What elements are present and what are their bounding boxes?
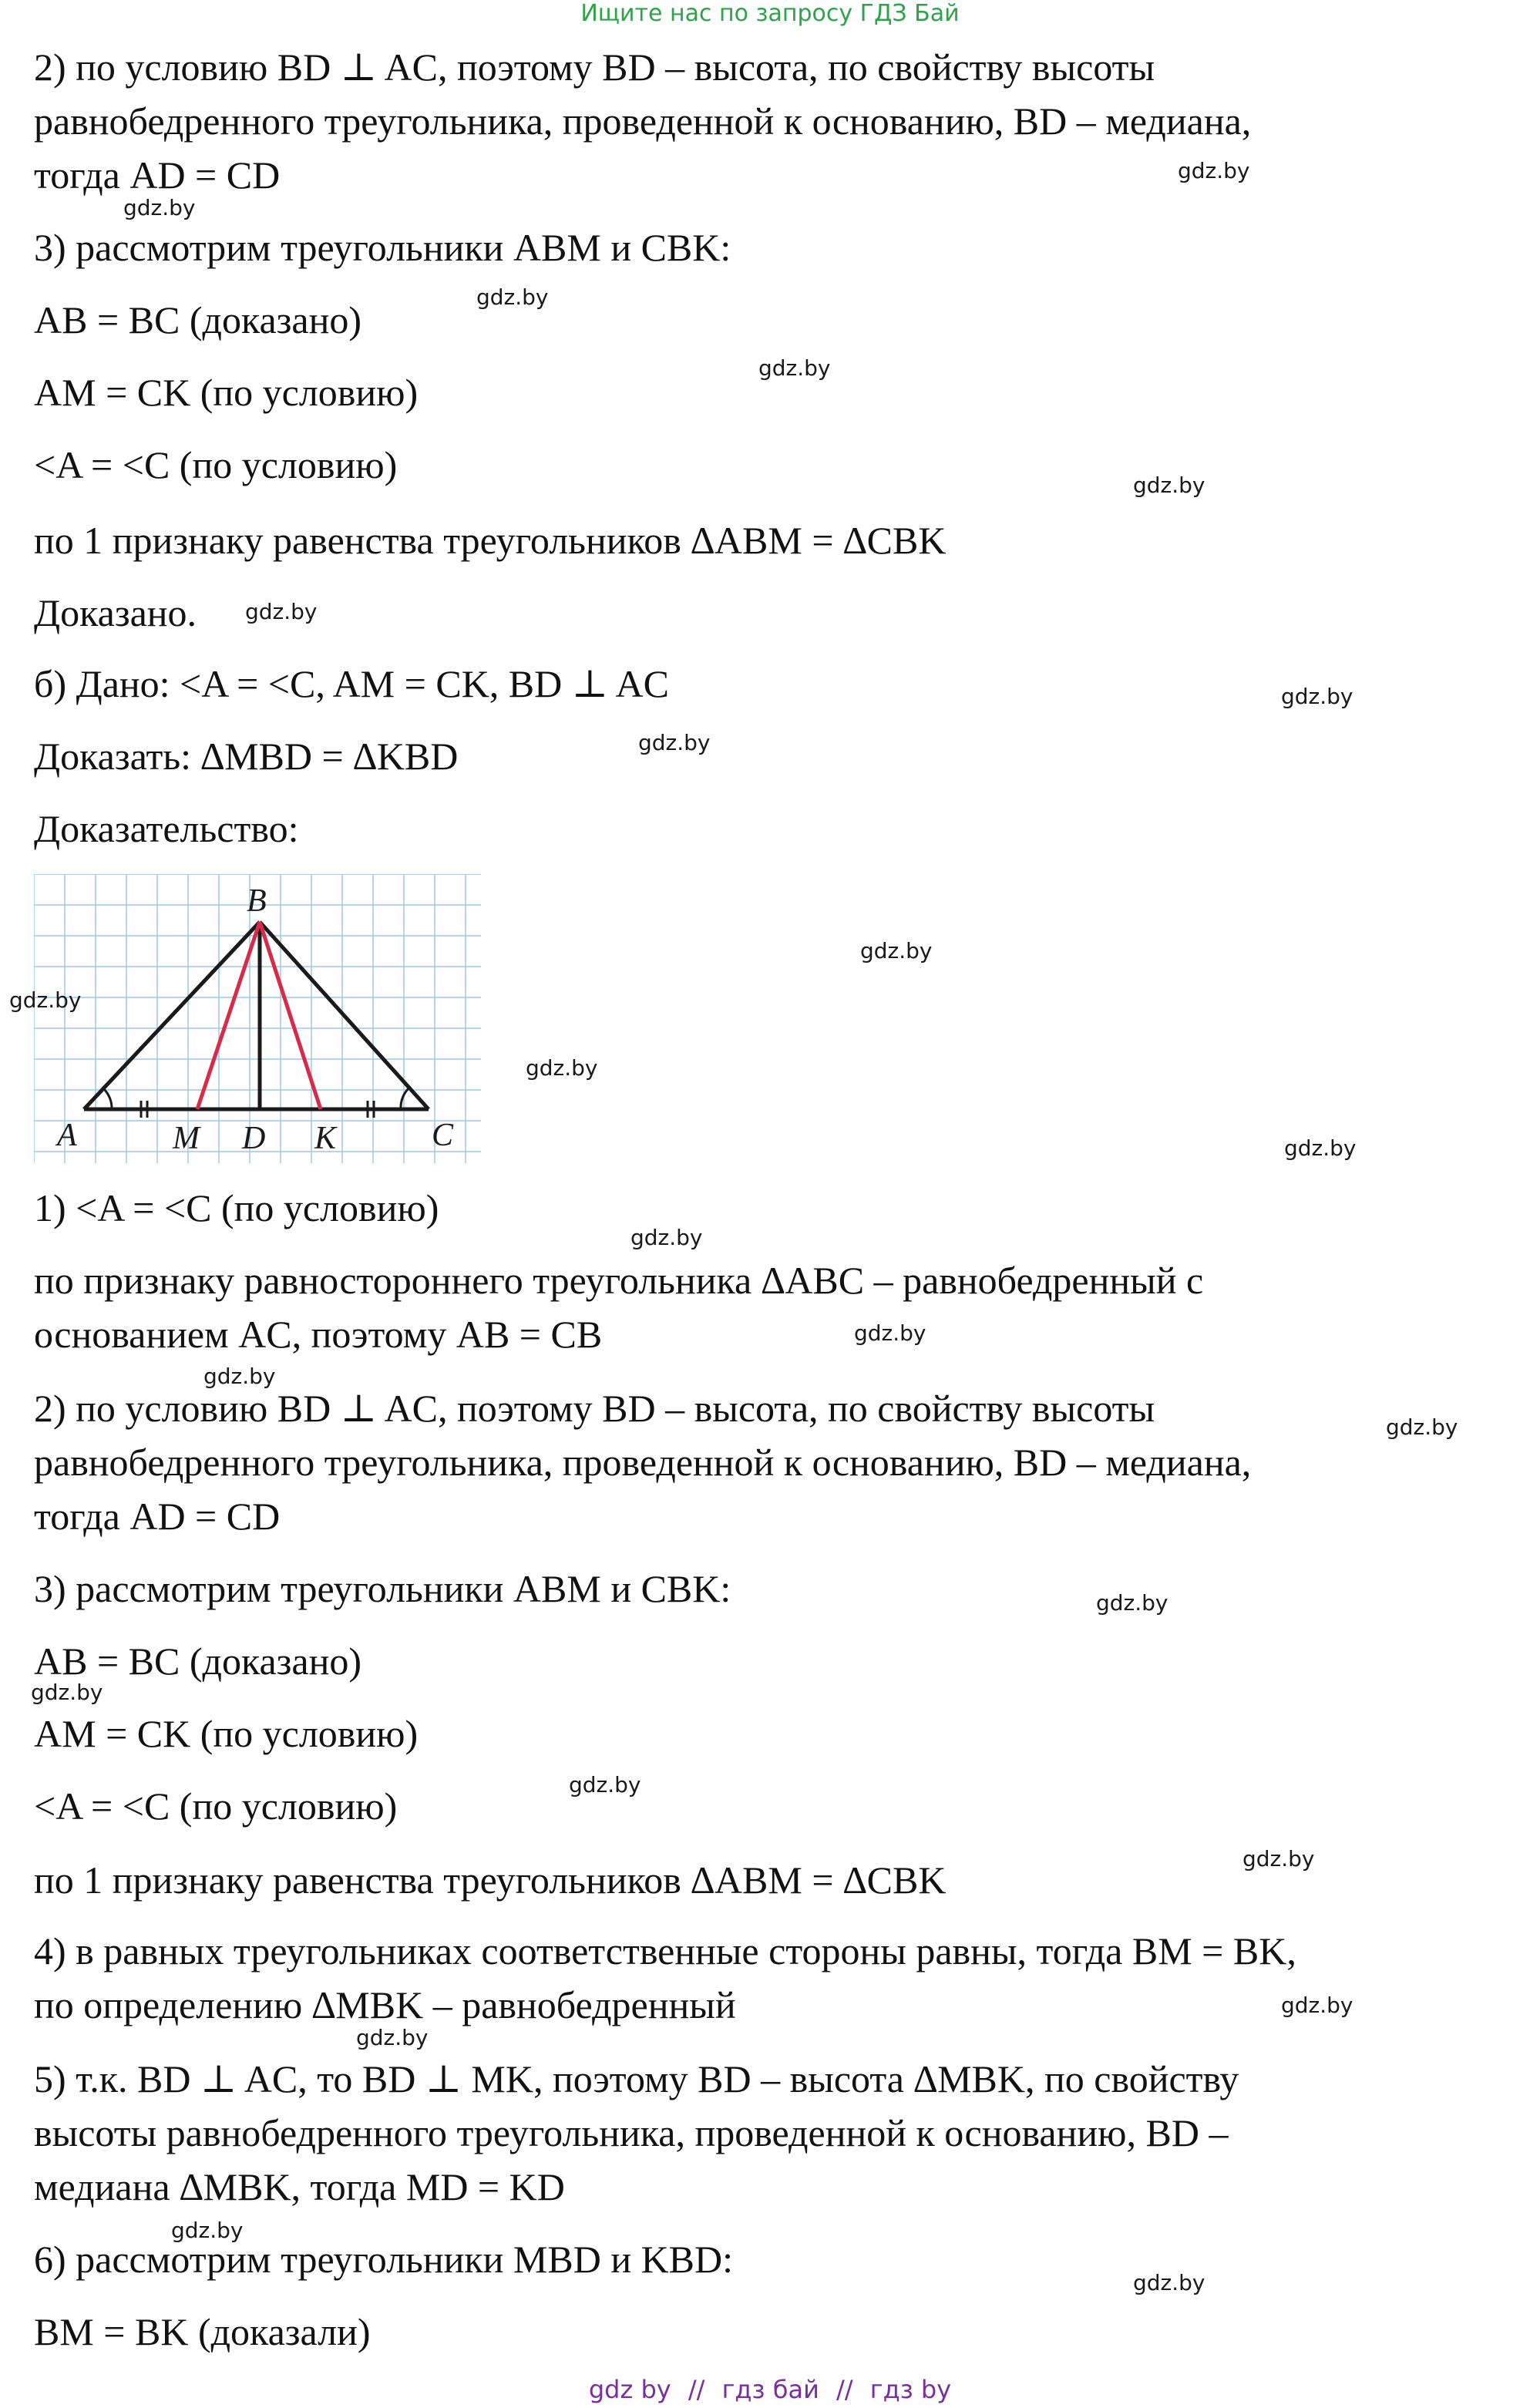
footer <box>0 2374 1540 2405</box>
label-a: A <box>57 1118 77 1153</box>
watermark: gdz.by <box>1242 1846 1315 1872</box>
side-bc <box>260 922 429 1109</box>
watermark: gdz.by <box>356 2025 429 2050</box>
top-banner: Ищите нас по запросу ГДЗ Бай <box>580 0 960 27</box>
watermark: gdz.by <box>860 938 933 964</box>
angle-mark-c <box>401 1088 409 1109</box>
text-line: 2) по условию BD ⊥ AC, поэтому BD – высота, по свойству высоты <box>34 45 1155 89</box>
watermark: gdz.by <box>123 195 196 220</box>
text-line: б) Дано: <A = <C, AM = CK, BD ⊥ AC <box>34 662 669 705</box>
watermark: gdz.by <box>1281 684 1353 709</box>
watermark: gdz.by <box>638 730 711 755</box>
watermark: gdz.by <box>630 1225 703 1250</box>
watermark: gdz.by <box>1386 1414 1458 1440</box>
text-line: Доказано. <box>34 591 197 634</box>
text-line: Доказать: ∆MBD = ∆KBD <box>34 735 459 778</box>
text-line: <A = <C (по условию) <box>34 443 398 486</box>
label-k: K <box>314 1121 337 1156</box>
watermark: gdz.by <box>1281 1993 1353 2018</box>
angle-mark-a <box>103 1088 112 1109</box>
watermark: gdz.by <box>171 2218 244 2243</box>
label-b: B <box>247 883 267 919</box>
segment-bm <box>197 922 260 1109</box>
watermark: gdz.by <box>758 355 831 381</box>
footer-link-gdz-bai[interactable]: гдз бай <box>721 2375 819 2404</box>
watermark: gdz.by <box>1178 158 1250 183</box>
text-line: AM = CK (по условию) <box>34 371 419 414</box>
watermark: gdz.by <box>31 1680 103 1705</box>
text-line: равнобедренного треугольника, проведенной к основанию, BD – медиана, <box>34 99 1252 143</box>
watermark: gdz.by <box>1133 473 1205 498</box>
text-line: тогда AD = CD <box>34 153 281 197</box>
text-line: AB = BC (доказано) <box>34 298 362 341</box>
text-line: AB = BC (доказано) <box>34 1640 362 1683</box>
footer-link-gdz-by[interactable]: gdz by <box>588 2375 671 2404</box>
watermark: gdz.by <box>245 599 318 624</box>
text-line: по 1 признаку равенства треугольников ∆ABM = ∆CBK <box>34 519 947 562</box>
watermark: gdz.by <box>569 1772 641 1798</box>
footer-link-gdz-by-ru[interactable]: гдз by <box>869 2375 952 2404</box>
text-line: равнобедренного треугольника, проведенной к основанию, BD – медиана, <box>34 1441 1252 1484</box>
text-line: 4) в равных треугольниках соответственные стороны равны, тогда BM = BK, <box>34 1929 1296 1972</box>
watermark: gdz.by <box>476 284 549 310</box>
watermark: gdz.by <box>854 1320 926 1346</box>
text-line: AM = CK (по условию) <box>34 1712 419 1755</box>
footer-separator: // <box>688 2375 705 2404</box>
label-m: M <box>173 1121 200 1156</box>
text-line: 2) по условию BD ⊥ AC, поэтому BD – высота, по свойству высоты <box>34 1387 1155 1430</box>
watermark: gdz.by <box>9 987 82 1013</box>
watermark: gdz.by <box>1133 2270 1205 2295</box>
label-d: D <box>242 1121 266 1156</box>
text-line: основанием AC, поэтому AB = CB <box>34 1313 603 1356</box>
side-ab <box>84 922 260 1109</box>
triangle-figure <box>34 874 481 1163</box>
text-line: по признаку равностороннего треугольника ∆ABC – равнобедренный с <box>34 1259 1204 1302</box>
text-line: тогда AD = CD <box>34 1495 281 1538</box>
text-line: 3) рассмотрим треугольники ABM и CBK: <box>34 226 731 269</box>
text-line: 5) т.к. BD ⊥ AC, то BD ⊥ MK, поэтому BD – высота ∆MBK, по свойству <box>34 2057 1239 2100</box>
text-line: <A = <C (по условию) <box>34 1784 398 1828</box>
angle-marks <box>103 1088 409 1109</box>
text-line: по определению ∆MBK – равнобедренный <box>34 1983 736 2026</box>
text-line: медиана ∆MBK, тогда MD = KD <box>34 2165 565 2208</box>
triangle-sides <box>84 922 429 1109</box>
text-line: Доказательство: <box>34 807 299 850</box>
label-c: C <box>432 1118 454 1153</box>
text-line: 6) рассмотрим треугольники MBD и KBD: <box>34 2238 734 2281</box>
footer-separator: // <box>836 2375 853 2404</box>
text-line: BM = BK (доказали) <box>34 2310 371 2353</box>
text-line: высоты равнобедренного треугольника, проведенной к основанию, BD – <box>34 2111 1229 2154</box>
watermark: gdz.by <box>1096 1590 1168 1616</box>
watermark: gdz.by <box>526 1055 598 1081</box>
text-line: по 1 признаку равенства треугольников ∆ABM = ∆CBK <box>34 1858 947 1902</box>
watermark: gdz.by <box>1284 1135 1357 1161</box>
text-line: 1) <A = <C (по условию) <box>34 1186 439 1229</box>
text-line: 3) рассмотрим треугольники ABM и CBK: <box>34 1567 731 1610</box>
watermark: gdz.by <box>203 1364 276 1389</box>
